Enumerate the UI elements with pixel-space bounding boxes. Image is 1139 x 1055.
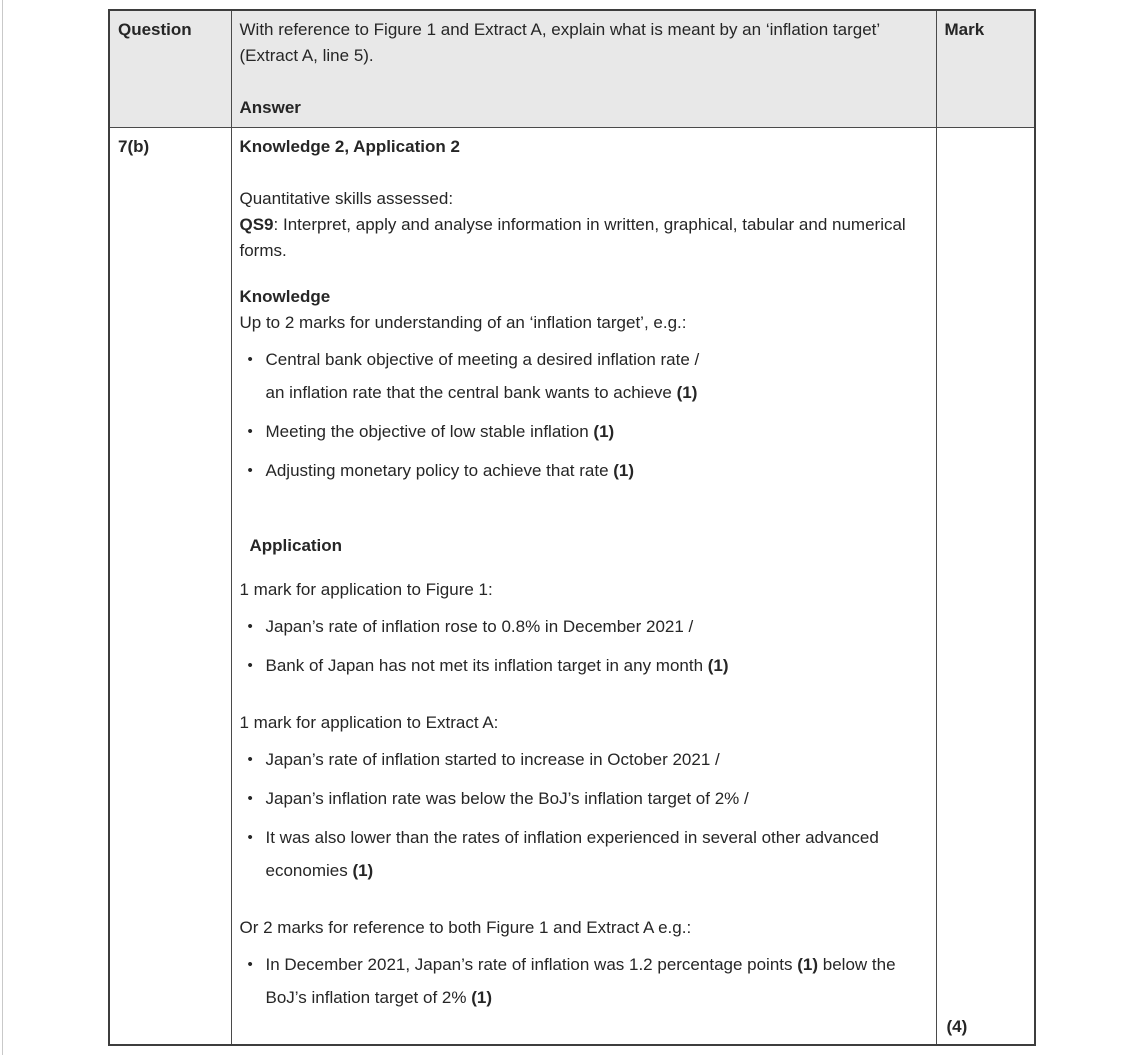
- mark-header-label: Mark: [944, 20, 985, 39]
- mark-header-cell: [936, 10, 1035, 128]
- answer-label: Answer: [239, 98, 301, 117]
- bullet-icon: •: [247, 956, 253, 973]
- qs-intro: Quantitative skills assessed:: [239, 189, 454, 208]
- knowledge-intro: Up to 2 marks for understanding of an ‘inflation target’, e.g.:: [239, 313, 687, 332]
- bullet-icon: •: [247, 423, 253, 440]
- question-header-cell: [109, 10, 231, 128]
- page-edge-line: [2, 0, 3, 1055]
- bullet-text: [266, 948, 928, 1014]
- knowledge-bullet-list: [240, 343, 928, 487]
- mark-point: (1): [471, 988, 492, 1007]
- bullet-icon: •: [247, 462, 253, 479]
- bullet-icon: •: [247, 657, 253, 674]
- answer-cell: [231, 128, 936, 1046]
- bullet-text: [266, 782, 928, 815]
- question-text: With reference to Figure 1 and Extract A, explain what is meant by an ‘inflation target’ (Extract A, line 5).: [239, 20, 880, 65]
- both-sources-intro: Or 2 marks for reference to both Figure 1 and Extract A e.g.:: [239, 918, 692, 937]
- list-item: [240, 454, 928, 487]
- mark-point: (1): [352, 861, 374, 880]
- extract-bullet-list: [240, 743, 928, 887]
- list-item: [240, 743, 928, 776]
- bullet-icon: •: [247, 618, 253, 635]
- both-sources-bullet-list: [240, 948, 928, 1014]
- ao-heading: Knowledge 2, Application 2: [239, 137, 460, 156]
- list-item: [240, 649, 928, 682]
- bullet-text: [266, 343, 928, 409]
- list-item: [240, 782, 928, 815]
- extract-intro: 1 mark for application to Extract A:: [239, 713, 499, 732]
- bullet-icon: •: [247, 751, 253, 768]
- question-number: 7(b): [118, 137, 150, 156]
- mark-point: (1): [797, 955, 819, 974]
- knowledge-heading: Knowledge: [239, 287, 331, 306]
- bullet-line: Japan’s inflation rate was below the BoJ’s inflation target of 2% /: [265, 789, 749, 808]
- bullet-line: Bank of Japan has not met its inflation target in any month: [265, 656, 708, 675]
- figure1-bullet-list: [240, 610, 928, 682]
- bullet-text: [266, 649, 928, 682]
- bullet-line: Japan’s rate of inflation started to increase in October 2021 /: [265, 750, 720, 769]
- qs-statement: [240, 212, 928, 264]
- bullet-line: It was also lower than the rates of inflation experienced in several other advanced economies: [265, 828, 879, 880]
- mark-value: (4): [946, 1017, 968, 1036]
- bullet-text: [266, 610, 928, 643]
- question-number-cell: [109, 128, 231, 1046]
- bullet-line: Japan’s rate of inflation rose to 0.8% in December 2021 /: [265, 617, 694, 636]
- bullet-text: [266, 821, 928, 887]
- mark-point: (1): [707, 656, 729, 675]
- table-header-row: [109, 10, 1035, 128]
- application-heading: Application: [249, 536, 343, 555]
- bullet-line: Meeting the objective of low stable inflation: [265, 422, 594, 441]
- list-item: [240, 610, 928, 643]
- mark-point: (1): [593, 422, 615, 441]
- mark-point: (1): [613, 461, 635, 480]
- mark-point: (1): [676, 383, 698, 402]
- bullet-line: below the BoJ’s inflation target of 2%: [265, 955, 896, 1007]
- qs-code: QS9: [239, 215, 274, 234]
- list-item: [240, 948, 928, 1014]
- bullet-text: [266, 415, 928, 448]
- bullet-icon: •: [247, 790, 253, 807]
- bullet-text: [266, 454, 928, 487]
- qs-text: : Interpret, apply and analyse information in written, graphical, tabular and numerical forms.: [239, 215, 906, 260]
- bullet-text: [266, 743, 928, 776]
- bullet-icon: •: [247, 829, 253, 846]
- bullet-icon: •: [247, 351, 253, 368]
- list-item: [240, 821, 928, 887]
- bullet-line: In December 2021, Japan’s rate of inflation was 1.2 percentage points: [265, 955, 798, 974]
- question-text-cell: [231, 10, 936, 128]
- bullet-line: an inflation rate that the central bank wants to achieve: [265, 383, 677, 402]
- list-item: [240, 343, 928, 409]
- list-item: [240, 415, 928, 448]
- figure1-intro: 1 mark for application to Figure 1:: [239, 580, 493, 599]
- bullet-line: Adjusting monetary policy to achieve that rate: [265, 461, 614, 480]
- question-header-label: Question: [118, 20, 192, 39]
- mark-cell: [936, 128, 1035, 1046]
- mark-scheme-table: [108, 9, 1036, 1046]
- bullet-line: Central bank objective of meeting a desired inflation rate /: [265, 350, 700, 369]
- answer-row: [109, 128, 1035, 1046]
